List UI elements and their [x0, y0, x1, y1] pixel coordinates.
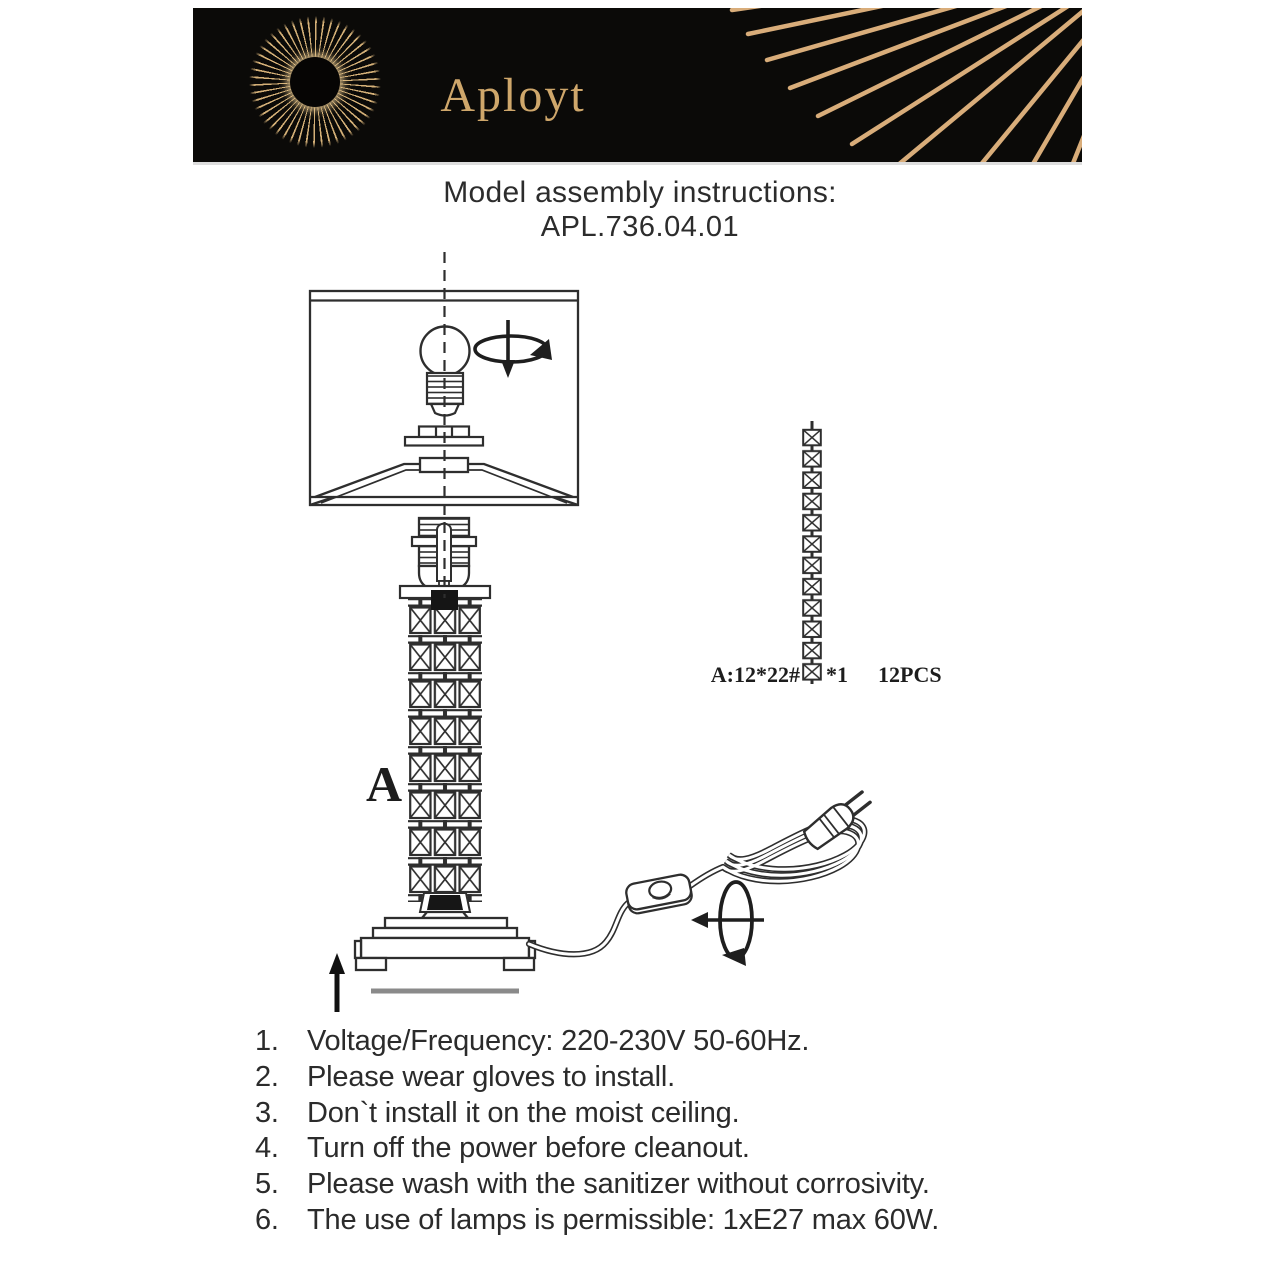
page-header	[0, 176, 1280, 244]
instruction-item	[255, 1131, 1265, 1167]
instruction-item	[255, 1203, 1265, 1239]
instruction-text: Please wear gloves to install.	[307, 1060, 675, 1093]
instruction-number: 1.	[255, 1025, 279, 1057]
instruction-item	[255, 1024, 1265, 1060]
switch-drawing	[625, 873, 694, 915]
parts-note-left: A:12*22#	[710, 662, 800, 687]
instruction-text: The use of lamps is permissible: 1xE27 max 60W.	[307, 1203, 940, 1236]
instructions-list	[255, 1024, 1265, 1239]
plug-rotate-arrow-icon	[691, 882, 764, 966]
brand-wordmark: Aployt	[440, 69, 586, 122]
model-number: APL.736.04.01	[540, 211, 740, 243]
instruction-item	[255, 1167, 1265, 1203]
brand-banner	[193, 8, 1082, 162]
assembly-diagram	[0, 250, 1280, 1030]
instruction-number: 4.	[255, 1132, 279, 1165]
fan-rays-decoration-icon	[522, 8, 1082, 162]
instruction-item	[255, 1060, 1265, 1096]
instruction-number: 5.	[255, 1168, 279, 1201]
instruction-text: Voltage/Frequency: 220-230V 50-60Hz.	[307, 1025, 810, 1057]
crystal-column-drawing	[400, 586, 490, 912]
parts-note-right: *1	[826, 662, 848, 687]
instruction-number: 6.	[255, 1203, 279, 1236]
parts-note-qty: 12PCS	[878, 662, 942, 687]
part-marker-label: A	[365, 756, 403, 812]
instruction-text: Please wash with the sanitizer without corrosivity.	[307, 1168, 930, 1201]
banner-bottom-rule	[193, 162, 1082, 165]
up-arrow-icon	[329, 953, 345, 1012]
sunburst-core	[290, 57, 340, 107]
part-strand-drawing	[802, 421, 822, 684]
instruction-item	[255, 1096, 1265, 1132]
instruction-number: 3.	[255, 1096, 279, 1129]
base-drawing	[355, 912, 535, 970]
instruction-text: Don`t install it on the moist ceiling.	[307, 1096, 740, 1129]
instruction-text: Turn off the power before cleanout.	[307, 1132, 750, 1165]
instruction-number: 2.	[255, 1060, 279, 1093]
page-title: Model assembly instructions:	[443, 176, 837, 209]
